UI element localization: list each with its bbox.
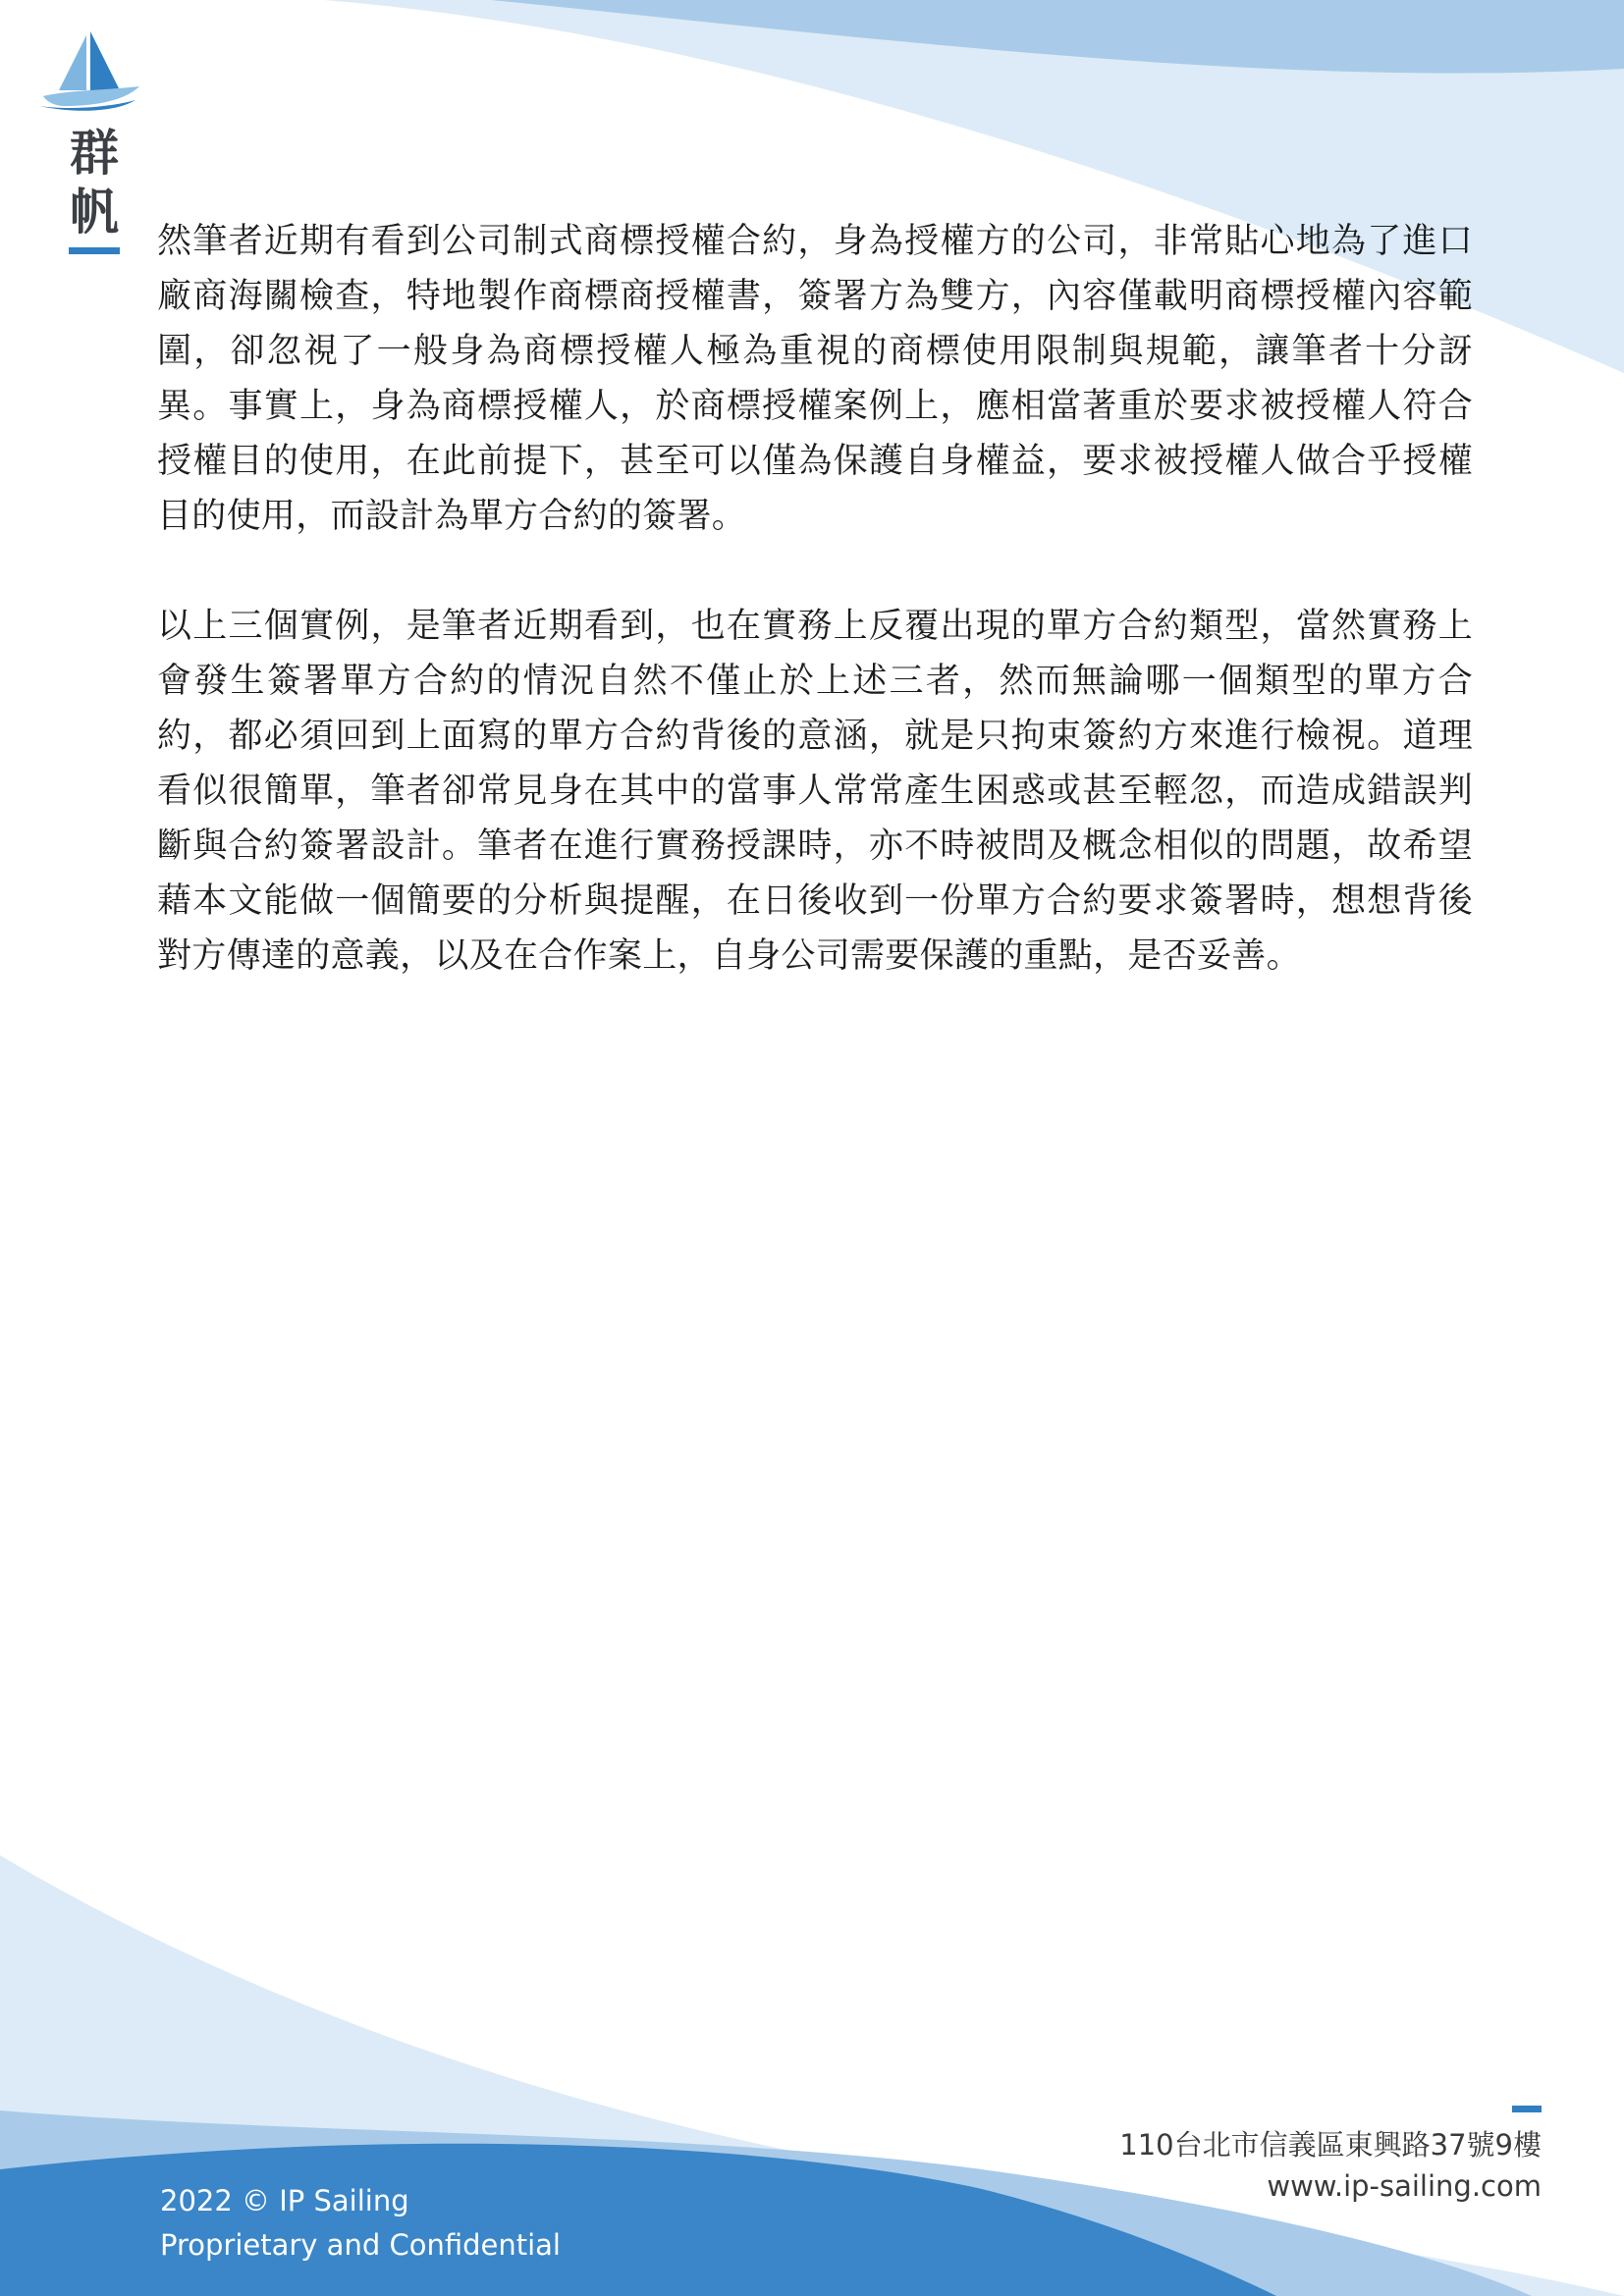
brand-name: 群帆 [70,125,119,240]
paragraph-1: 然筆者近期有看到公司制式商標授權合約，身為授權方的公司，非常貼心地為了進口廠商海關檢查，特地製作商標商授權書，簽署方為雙方，內容僅載明商標授權內容範圍，卻忽視了一般身為商標授權人極為重視的商標使用限制與規範，讓筆者十分訝異。事實上，身為商標授權人，於商標授權案例上，應相當著重於要求被授權人符合授權目的使用，在此前提下，甚至可以僅為保護自身權益，要求被授權人做合乎授權目的使用，而設計為單方合約的簽署。 [157,222,1473,536]
footer-website[interactable]: www.ip-sailing.com [1267,2169,1542,2203]
article-body [157,214,1473,1039]
brand-logo [37,31,145,112]
footer-copyright: 2022 © IP Sailing [160,2184,409,2217]
footer-accent-bar [1512,2106,1542,2112]
footer-address: 110台北市信義區東興路37號9樓 [1119,2128,1542,2162]
footer-confidential: Proprietary and Confidential [160,2228,561,2262]
paragraph-2: 以上三個實例，是筆者近期看到，也在實務上反覆出現的單方合約類型，當然實務上會發生簽署單方合約的情況自然不僅止於上述三者，然而無論哪一個類型的單方合約，都必須回到上面寫的單方合約背後的意涵，就是只拘束簽約方來進行檢視。道理看似很簡單，筆者卻常見身在其中的當事人常常產生困惑或甚至輕忽，而造成錯誤判斷與合約簽署設計。筆者在進行實務授課時，亦不時被問及概念相似的問題，故希望藉本文能做一個簡要的分析與提醒，在日後收到一份單方合約要求簽署時，想想背後對方傳達的意義，以及在合作案上，自身公司需要保護的重點，是否妥善。 [157,607,1473,976]
footer-contact [1119,2124,1542,2207]
brand-accent-bar [69,247,120,254]
footer-copyright-block [160,2179,561,2268]
sailboat-icon [37,31,145,112]
